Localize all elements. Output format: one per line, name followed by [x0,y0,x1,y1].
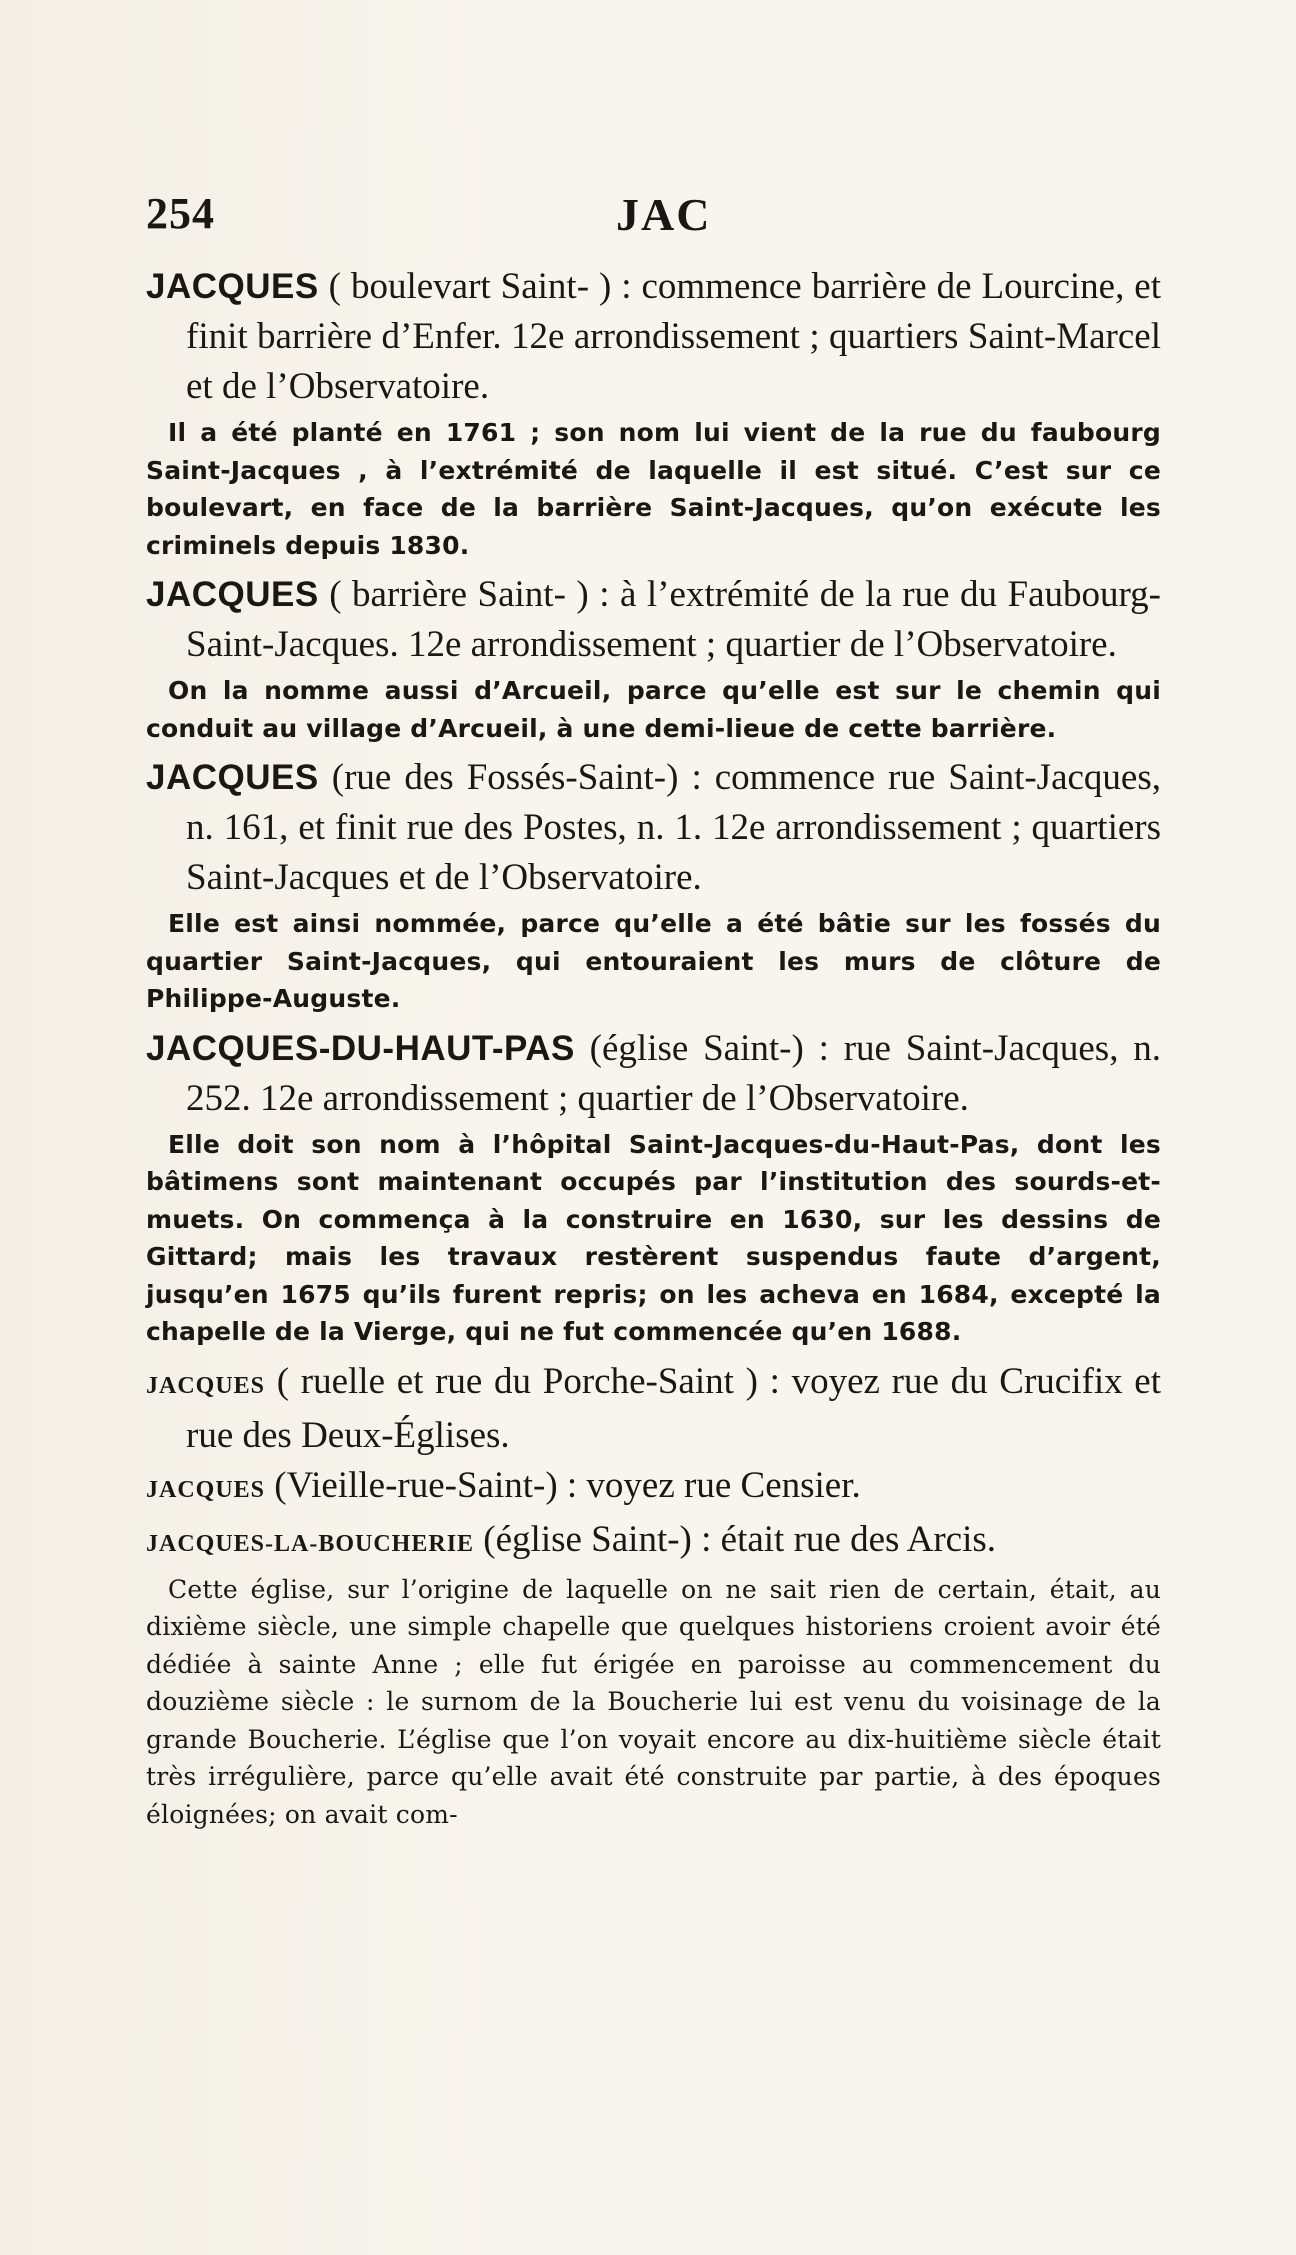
entry-note: Il a été planté en 1761 ; son nom lui vient de la rue du faubourg Saint-Jacques , à l’extrémité de laquelle il est situé. C’est sur ce boulevart, en face de la barrière Saint-Jacques, qu’on exécute les criminels depuis 1830. [146,418,1161,560]
entry-barriere-saint-jacques [146,570,1161,747]
entry-ruelle-porche-saint-jacques [146,1357,1161,1461]
entry-text: (église Saint-) : rue Saint-Jacques, n. 252. 12e arrondissement ; quartier de l’Observatoire. [186,1027,1161,1119]
entry-keyword: JACQUES-DU-HAUT-PAS [146,1028,575,1068]
entry-text: (Vieille-rue-Saint-) : voyez rue Censier. [265,1464,861,1506]
entry-text: ( ruelle et rue du Porche-Saint ) : voyez rue du Crucifix et rue des Deux-Églises. [186,1360,1161,1456]
entry-note: Elle est ainsi nommée, parce qu’elle a été bâtie sur les fossés du quartier Saint-Jacques, qui entouraient les murs de clôture de Philippe-Auguste. [146,909,1161,1013]
entry-keyword: JACQUES [146,758,319,797]
dictionary-entries [146,262,1161,1839]
entry-note: Elle doit son nom à l’hôpital Saint-Jacques-du-Haut-Pas, dont les bâtimens sont maintenant occupés par l’institution des sourds-et-muets. On commença à la construire en 1630, sur les dessins de Gittard; mais les travaux restèrent suspendus faute d’argent, jusqu’en 1675 qu’ils furent repris; on les acheva en 1684, excepté la chapelle de la Vierge, qui ne fut commencée qu’en 1688. [146,1129,1161,1346]
entry-keyword: JACQUES [146,267,319,306]
page-header [146,188,1161,248]
entry-keyword: JACQUES [146,575,319,614]
entry-heading [146,262,1161,412]
entry-rue-fosses-saint-jacques [146,753,1161,1018]
entry-keyword: JACQUES-LA-BOUCHERIE [146,1530,475,1557]
entry-text: (rue des Fossés-Saint-) : commence rue Saint-Jacques, n. 161, et finit rue des Postes, n. 1. 12e arrondissement ; quartiers Saint-Jacques et de l’Observatoire. [186,757,1161,898]
entry-heading [146,1357,1161,1461]
entry-eglise-saint-jacques-du-haut-pas [146,1024,1161,1351]
entry-keyword: JACQUES [146,1476,266,1503]
entry-heading [146,1024,1161,1124]
entry-text: ( barrière Saint- ) : à l’extrémité de la rue du Faubourg-Saint-Jacques. 12e arrondissement ; quartier de l’Observatoire. [186,574,1161,665]
entry-text: (église Saint-) : était rue des Arcis. [474,1518,997,1560]
entry-boulevart-saint-jacques [146,262,1161,564]
entry-eglise-saint-jacques-la-boucherie [146,1515,1161,1834]
entry-note: On la nomme aussi d’Arcueil, parce qu’elle est sur le chemin qui conduit au village d’Arcueil, à une demi-lieue de cette barrière. [146,676,1161,743]
entry-heading [146,570,1161,670]
page-number: 254 [146,189,215,238]
entry-heading [146,1461,1161,1515]
entry-text: ( boulevart Saint- ) : commence barrière de Lourcine, et finit barrière d’Enfer. 12e arrondissement ; quartiers Saint-Marcel et de l’Observatoire. [186,266,1161,407]
entry-note: Cette église, sur l’origine de laquelle on ne sait rien de certain, était, au dixième siècle, une simple chapelle que quelques historiens croient avoir été dédiée à sainte Anne ; elle fut érigée en paroisse au commencement du douzième siècle : le surnom de la Boucherie lui est venu du voisinage de la grande Boucherie. L’église que l’on voyait encore au dix-huitième siècle était très irrégulière, parce qu’elle avait été construite par partie, à des époques éloignées; on avait com- [146,1574,1161,1829]
entry-heading [146,753,1161,903]
entry-heading [146,1515,1161,1569]
entry-vieille-rue-saint-jacques [146,1461,1161,1515]
running-head: JAC [616,189,712,240]
entry-keyword: JACQUES [146,1372,266,1399]
